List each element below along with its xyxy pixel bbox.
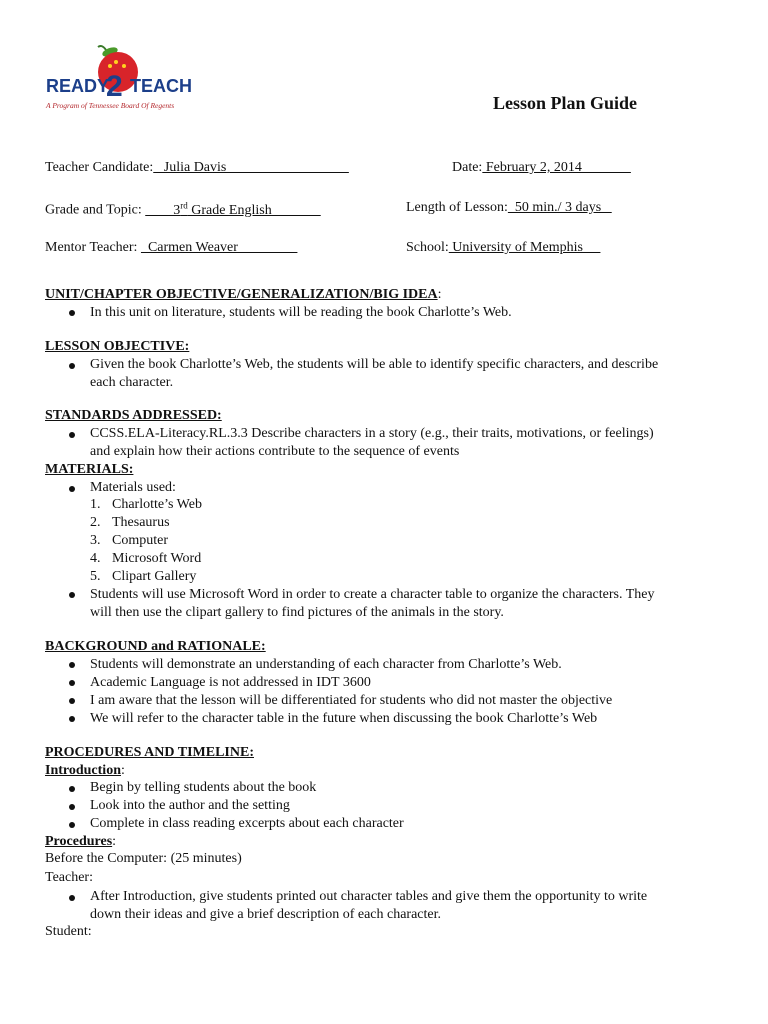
- unit-heading: UNIT/CHAPTER OBJECTIVE/GENERALIZATION/BIG IDEA: [45, 287, 438, 302]
- bullet: [69, 822, 75, 828]
- standards-line: CCSS.ELA-Literacy.RL.3.3 Describe characters in a story (e.g., their traits, motivations, or feelings): [90, 426, 654, 441]
- teacher-label: Teacher Candidate:: [45, 160, 154, 175]
- bullet: [69, 310, 75, 316]
- date-field: [452, 160, 631, 176]
- teacher-step: down their ideas and give a brief description of each character.: [90, 907, 442, 922]
- grade-sup: rd: [180, 200, 188, 210]
- materials-note: will then use the clipart gallery to find pictures of the animals in the story.: [90, 605, 504, 620]
- grade-value-post: Grade English: [187, 202, 321, 218]
- introduction-item: Begin by telling students about the book: [90, 780, 317, 795]
- material-item: Clipart Gallery: [112, 569, 197, 584]
- unit-item: In this unit on literature, students will be reading the book Charlotte’s Web.: [90, 305, 512, 320]
- logo-text-ready: READY: [46, 76, 110, 96]
- grade-label: Grade and Topic:: [45, 202, 142, 218]
- teacher-field: [45, 160, 349, 176]
- school-value: University of Memphis: [448, 240, 601, 255]
- school-field: [406, 240, 600, 256]
- procedures-sub-heading: Procedures: [45, 834, 113, 849]
- teacher-step: After Introduction, give students printed out character tables and give them the opportunity to write: [90, 889, 648, 904]
- ready2teach-logo: [44, 44, 194, 116]
- mentor-field: [45, 240, 297, 256]
- logo-tagline: A Program of Tennessee Board Of Regents: [46, 101, 175, 110]
- unit-heading-colon: :: [437, 287, 442, 302]
- before-computer: Before the Computer: (25 minutes): [45, 851, 242, 866]
- page-title: Lesson Plan Guide: [493, 93, 638, 113]
- date-value: February 2, 2014: [482, 160, 631, 175]
- bullet: [69, 363, 75, 369]
- school-label: School:: [406, 240, 449, 255]
- lesson-line: each character.: [90, 375, 174, 390]
- bullet: [69, 698, 75, 704]
- introduction-heading-line: Introduction:: [45, 763, 125, 778]
- logo-digit: 2: [106, 70, 123, 103]
- bullet: [69, 786, 75, 792]
- background-heading: BACKGROUND and RATIONALE:: [45, 639, 266, 654]
- bullet: [69, 680, 75, 686]
- lesson-line: Given the book Charlotte’s Web, the students will be able to identify specific characters, and describe: [90, 357, 659, 372]
- lesson-heading: LESSON OBJECTIVE:: [45, 339, 190, 354]
- material-item: Microsoft Word: [112, 551, 202, 566]
- background-item: I am aware that the lesson will be differentiated for students who did not master the objective: [90, 693, 613, 708]
- bullet: [69, 662, 75, 668]
- length-field: [406, 200, 612, 216]
- mentor-label: Mentor Teacher:: [45, 240, 138, 255]
- length-label: Length of Lesson:: [406, 200, 508, 215]
- teacher-value: Julia Davis: [153, 160, 349, 175]
- materials-heading: MATERIALS:: [45, 462, 134, 477]
- bullet: [69, 716, 75, 722]
- materials-intro: Materials used:: [90, 480, 176, 495]
- background-item: We will refer to the character table in the future when discussing the book Charlotte’s Web: [90, 711, 598, 726]
- logo-text-teach: TEACH: [130, 76, 192, 96]
- background-item: Academic Language is not addressed in IDT 3600: [90, 675, 371, 690]
- bullet: [69, 486, 75, 492]
- bullet: [69, 895, 75, 901]
- material-item: Computer: [112, 533, 168, 548]
- student-label: Student:: [45, 924, 92, 939]
- unit-heading-line: [45, 287, 442, 303]
- standards-heading: STANDARDS ADDRESSED:: [45, 408, 222, 423]
- bullet: [69, 804, 75, 810]
- introduction-item: Complete in class reading excerpts about each character: [90, 816, 404, 831]
- background-item: Students will demonstrate an understanding of each character from Charlotte’s Web.: [90, 657, 562, 672]
- materials-note: Students will use Microsoft Word in order to create a character table to organize the characters. They: [90, 587, 655, 602]
- date-label: Date:: [452, 160, 483, 175]
- procedures-sub-line: Procedures:: [45, 834, 117, 849]
- procedures-heading: PROCEDURES AND TIMELINE:: [45, 745, 254, 760]
- grade-value-pre: 3: [145, 202, 181, 218]
- bullet: [69, 592, 75, 598]
- mentor-value: Carmen Weaver: [140, 240, 298, 255]
- grade-field: [45, 200, 321, 219]
- length-value: 50 min./ 3 days: [507, 200, 612, 215]
- introduction-item: Look into the author and the setting: [90, 798, 290, 813]
- teacher-label: Teacher:: [45, 870, 93, 885]
- material-item: Charlotte’s Web: [112, 497, 202, 512]
- standards-line: and explain how their actions contribute to the sequence of events: [90, 444, 460, 459]
- introduction-heading: Introduction: [45, 763, 121, 778]
- bullet: [69, 432, 75, 438]
- material-item: Thesaurus: [112, 515, 170, 530]
